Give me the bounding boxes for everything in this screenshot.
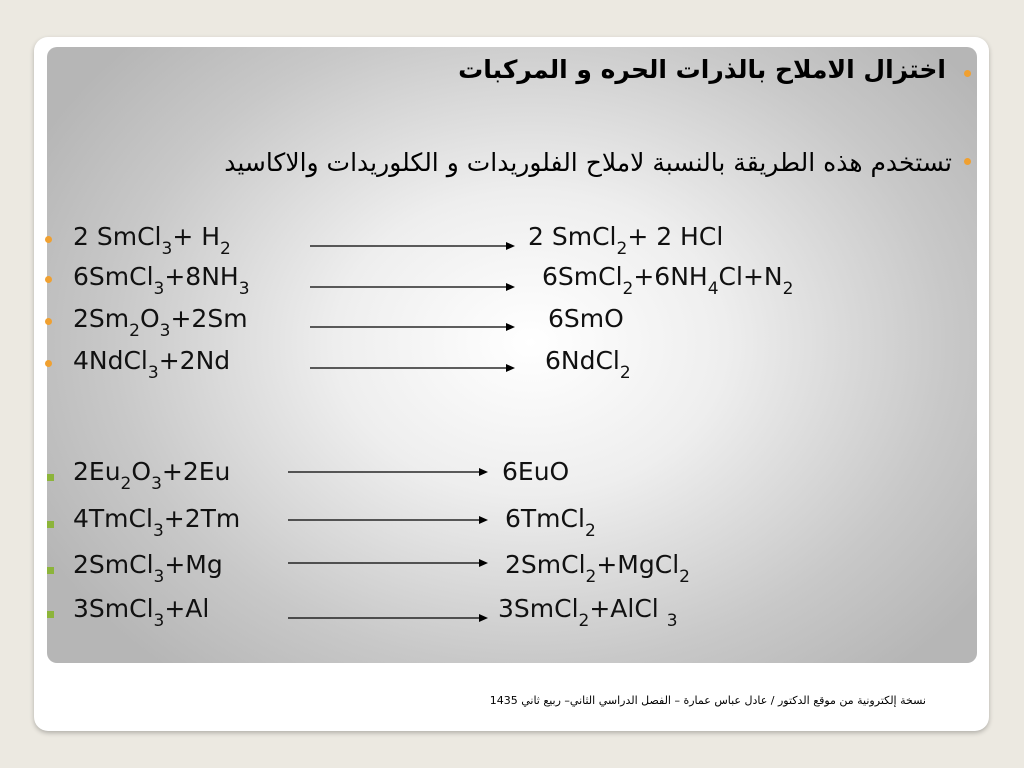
equation-4-reactants: 4NdCl$_3$+2Nd [73,346,231,383]
description-paragraph: تستخدم هذه الطريقة بالنسبة لاملاح الفلوريدات و الكلوريدات والاكاسيد [224,148,952,177]
equation-5-arrow [288,465,488,479]
equation-1-arrow [310,239,515,253]
bullet-eq-2 [45,276,52,283]
equation-3-reactants: $2Sm_2O_3+2Sm$ [73,304,248,341]
equation-7-products: 2SmCl$_2$+MgCl$_2$ [505,550,690,587]
equation-5-products: 6EuO [502,457,570,486]
bullet-eq-3 [45,318,52,325]
equation-1-products: 2 SmCl$_2$+ 2 HCl [528,222,724,259]
equation-4-arrow [310,361,515,375]
equation-5-reactants: $2Eu_2O_3+2Eu$ [73,457,231,494]
equation-8-reactants: 3SmCl$_3$+Al [73,594,210,631]
bullet-eq-8 [47,611,54,618]
equation-2-products: $6SmCl_2+6NH_4Cl+N_2$ [542,262,794,299]
bullet-eq-7 [47,567,54,574]
bullet-eq-1 [45,236,52,243]
equation-2-arrow [310,280,515,294]
equation-8-products: 3SmCl$_2$+AlCl $_3$ [498,594,678,631]
footer-note: نسخة إلكترونية من موقع الدكتور / عادل عباس عمارة – الفصل الدراسي الثاني– ربيع ثاني 1435 [489,694,926,707]
bullet-title [964,70,971,77]
bullet-paragraph [964,158,971,165]
bullet-eq-4 [45,360,52,367]
equation-3-products: 6SmO [548,304,624,333]
equation-7-reactants: 2SmCl$_3$+Mg [73,550,223,587]
equation-7-arrow [288,556,488,570]
equation-6-reactants: 4TmCl$_3$+2Tm [73,504,241,541]
equation-6-arrow [288,513,488,527]
equation-4-products: 6NdCl$_2$ [545,346,631,383]
equation-2-reactants: $6SmCl_3+8NH_3$ [73,262,250,299]
equation-1-reactants: 2 SmCl$_3$+ $H_2$ [73,222,231,259]
equation-3-arrow [310,320,515,334]
equation-6-products: 6TmCl$_2$ [505,504,596,541]
bullet-eq-5 [47,474,54,481]
equation-8-arrow [288,611,488,625]
slide-title: اختزال الاملاح بالذرات الحره و المركبات [458,55,946,84]
bullet-eq-6 [47,521,54,528]
